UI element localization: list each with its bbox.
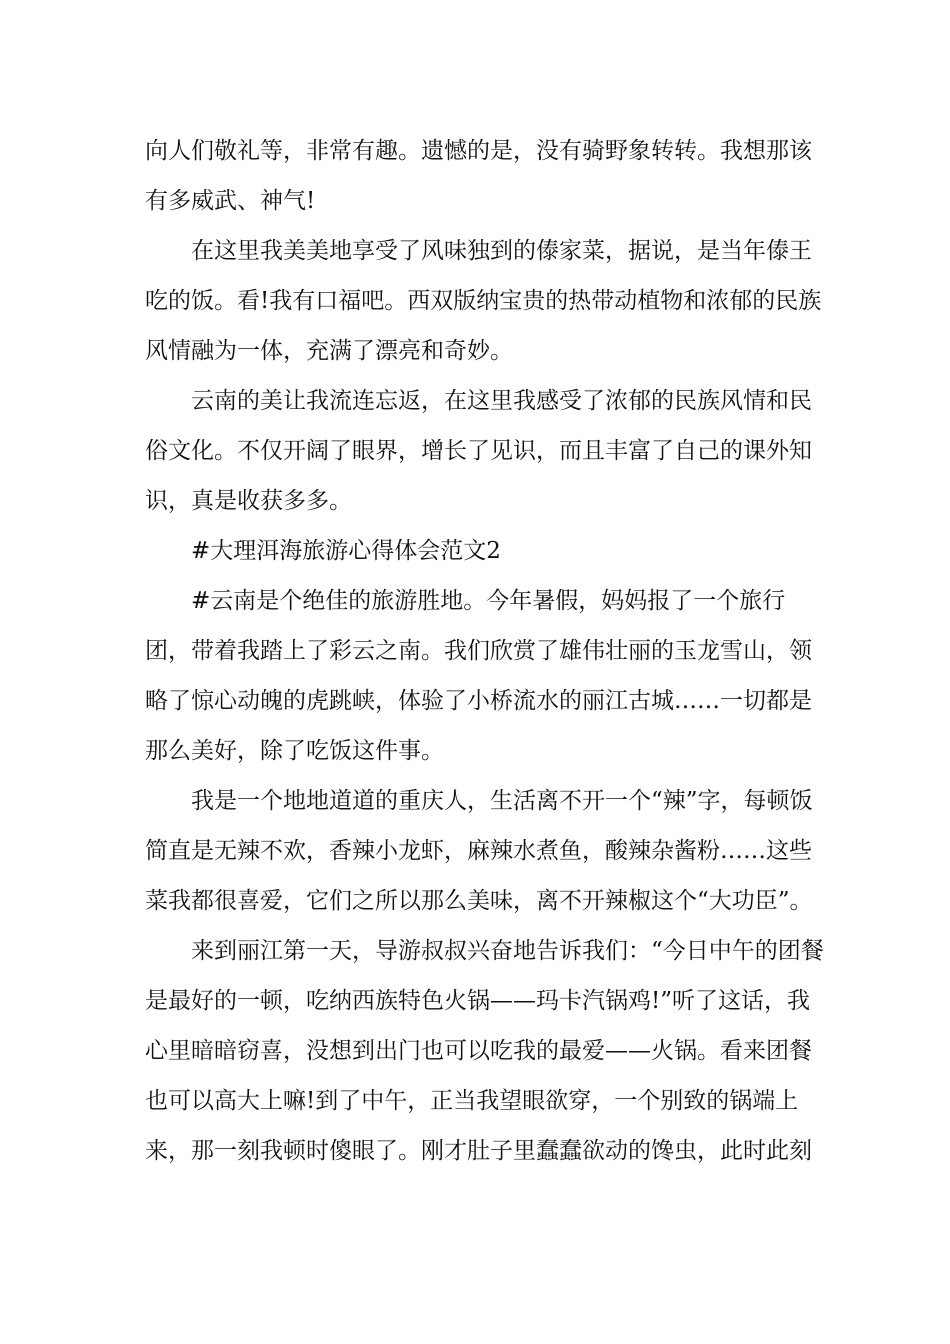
paragraph: 在这里我美美地享受了风味独到的傣家菜，据说，是当年傣王吃的饭。看!我有口福吧。西双版纳宝贵的热带动植物和浓郁的民族风情融为一体，充满了漂亮和奇妙。 [145, 238, 822, 364]
paragraph: 来到丽江第一天，导游叔叔兴奋地告诉我们：“今日中午的团餐是最好的一顿，吃纳西族特色火锅——玛卡汽锅鸡!”听了这话，我心里暗暗窃喜，没想到出门也可以吃我的最爱——火锅。看来团餐也可以高大上嘛!到了中午，正当我望眼欲穿，一个别致的锅端上来，那一刻我顿时傻眼了。刚才肚子里蠢蠢欲动的馋虫，此时此刻 [145, 938, 824, 1164]
paragraph: 云南的美让我流连忘返，在这里我感受了浓郁的民族风情和民俗文化。不仅开阔了眼界，增长了见识，而且丰富了自己的课外知识，真是收获多多。 [145, 388, 812, 514]
section-heading: #大理洱海旅游心得体会范文2 [191, 538, 501, 564]
document-body [145, 126, 825, 1176]
paragraph: 我是一个地地道道的重庆人，生活离不开一个“辣”字，每顿饭简直是无辣不欢，香辣小龙虾，麻辣水煮鱼，酸辣杂酱粉……这些菜我都很喜爱，它们之所以那么美味，离不开辣椒这个“大功臣”。 [145, 788, 813, 914]
paragraph-continued: 向人们敬礼等，非常有趣。遗憾的是，没有骑野象转转。我想那该有多威武、神气! [145, 138, 812, 214]
paragraph: #云南是个绝佳的旅游胜地。今年暑假，妈妈报了一个旅行团，带着我踏上了彩云之南。我们欣赏了雄伟壮丽的玉龙雪山，领略了惊心动魄的虎跳峡，体验了小桥流水的丽江古城……一切都是那么美好，除了吃饭这件事。 [145, 588, 812, 764]
